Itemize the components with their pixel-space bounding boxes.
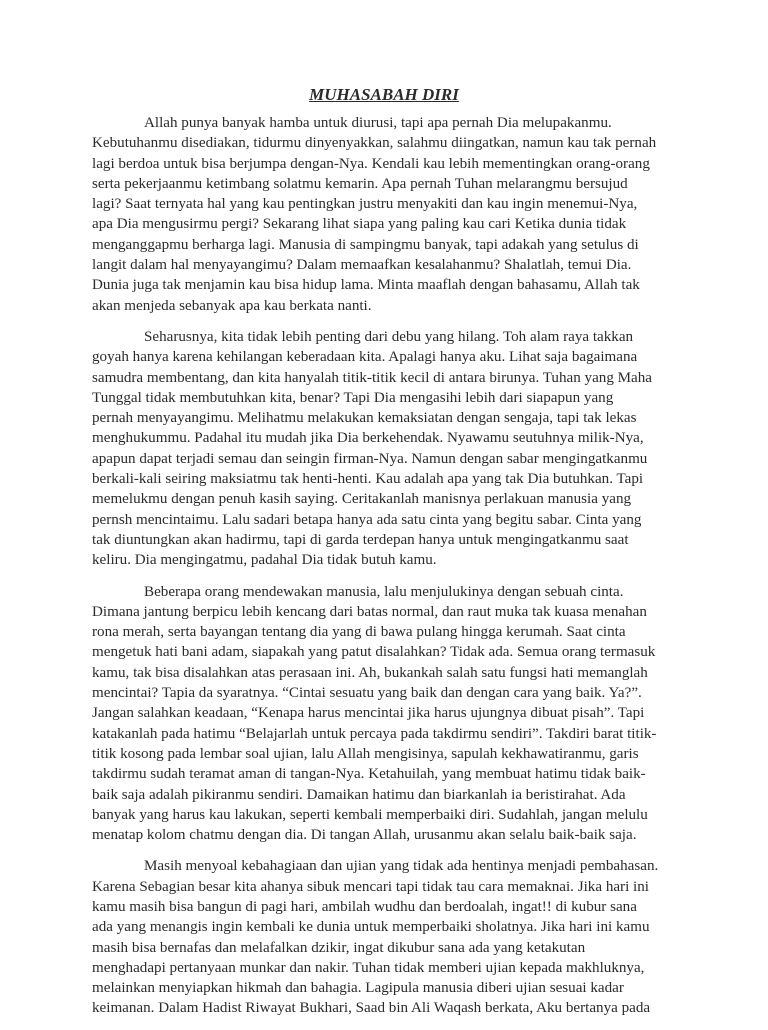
paragraph-line: Allah punya banyak hamba untuk diurusi, tapi apa pernah Dia melupakanmu. bbox=[144, 115, 612, 131]
paragraph-line: takdirmu sudah teramat aman di tangan-Nya. Ketahuilah, yang membuat hatimu tidak baik- bbox=[92, 766, 646, 783]
paragraph-line: keimanan. Dalam Hadist Riwayat Bukhari, Saad bin Ali Waqash berkata, Aku bertanya pada bbox=[92, 1000, 651, 1017]
paragraph-line: mengetuk hati bani adam, siapakah yang patut disalahkan? Tidak ada. Semua orang termasuk bbox=[92, 644, 656, 661]
paragraph-line: Masih menyoal kebahagiaan dan ujian yang tidak ada hentinya menjadi pembahasan. bbox=[144, 858, 659, 875]
paragraph-line: titik kosong pada lembar soal ujian, lalu Allah mengisinya, sapulah kekhawatiranmu, garis bbox=[92, 745, 639, 762]
paragraph-line: banyak yang harus kau lakukan, seperti kembali memperbaiki diri. Sudahlah, jangan melulu bbox=[92, 806, 648, 823]
paragraph-line: apa Dia mengusirmu pergi? Sekarang lihat siapa yang paling kau cari Ketika dunia tidak bbox=[92, 216, 627, 233]
document-page bbox=[92, 84, 670, 1030]
paragraph-line: serta pekerjaanmu ketimbang solatmu kemarin. Apa pernah Tuhan melarangmu bersujud bbox=[92, 175, 628, 192]
paragraph-line: rona merah, serta bayangan tentang dia yang di bawa pulang hingga kerumah. Saat cinta bbox=[92, 624, 626, 641]
paragraph-line: memelukmu dengan penuh kasih saying. Ceritakanlah manisnya perlakuan manusia yang bbox=[92, 491, 632, 508]
paragraph-line: akan menjeda sebanyak apa kau berkata nanti. bbox=[92, 297, 372, 314]
paragraph bbox=[92, 327, 670, 571]
paragraph-line: menghadapi pertanyaan munkar dan nakir. Tuhan tidak memberi ujian kepada makhluknya, bbox=[92, 959, 645, 976]
paragraph-line: baik saja adalah pikiranmu sendiri. Damaikan hatimu dan biarkanlah ia beristirahat. Ada bbox=[92, 786, 626, 803]
paragraph-line: tak diuntungkan akan hadirmu, tapi di garda terdepan hanya untuk mengingatkanmu saat bbox=[92, 531, 629, 548]
paragraph-line: masih bisa bernafas dan melafalkan dzikir, ingat dikubur sana ada yang ketakutan bbox=[92, 939, 586, 956]
paragraph-line: kamu masih bisa bangun di pagi hari, ambilah wudhu dan berdoalah, ingat!! di kubur sana bbox=[92, 898, 637, 915]
paragraph bbox=[92, 113, 670, 316]
document-body bbox=[92, 113, 670, 1019]
paragraph-line: menatap kolom chatmu dengan dia. Di tangan Allah, urusanmu akan selalu baik-baik saja. bbox=[92, 827, 637, 844]
paragraph-line: menganggapmu berharga lagi. Manusia di sampingmu banyak, tapi adakah yang setulus di bbox=[92, 236, 639, 253]
paragraph bbox=[92, 856, 670, 1018]
paragraph-line: berkali-kali seiring maksiatmu tak henti-henti. Kau adalah apa yang tak Dia butuhkan. Tapi bbox=[92, 471, 644, 488]
paragraph-line: menghukummu. Padahal itu mudah jika Dia berkehendak. Nyawamu seutuhnya milik-Nya, bbox=[92, 430, 644, 447]
paragraph-line: Kebutuhanmu disediakan, tidurmu dinyenyakkan, salahmu diingatkan, namun kau tak pernah bbox=[92, 135, 657, 152]
paragraph-line: katakanlah pada hatimu “Belajarlah untuk percaya pada takdirmu sendiri”. Takdiri barat titik- bbox=[92, 725, 657, 742]
paragraph-line: Dunia juga tak menjamin kau bisa hidup lama. Minta maaflah dengan bahasamu, Allah tak bbox=[92, 277, 640, 294]
paragraph-line: Tunggal tidak membutuhkan kita, benar? Tapi Dia mengasihi lebih dari siapapun yang bbox=[92, 389, 614, 406]
paragraph-line: goyah hanya karena kehilangan keberadaan kita. Apalagi hanya aku. Lihat saja bagaimana bbox=[92, 349, 638, 366]
paragraph-line: lagi berdoa untuk bisa berjumpa dengan-Nya. Kendali kau lebih mementingkan orang-orang bbox=[92, 155, 650, 172]
paragraph-line: melainkan menyiapkan hikmah dan bahagia. Lagipula manusia diberi ujian sesuai kadar bbox=[92, 980, 624, 997]
paragraph-line: langit dalam hal menyayangimu? Dalam memaafkan kesalahanmu? Shalatlah, temui Dia. bbox=[92, 257, 632, 274]
paragraph-line: lagi? Saat ternyata hal yang kau pentingkan justru menyakiti dan kau ingin menemui-Nya, bbox=[92, 196, 638, 213]
paragraph-line: ada yang menangis ingin kembali ke dunia untuk memperbaiki sholatnya. Jika hari ini kamu bbox=[92, 919, 650, 936]
paragraph-line: Seharusnya, kita tidak lebih penting dari debu yang hilang. Toh alam raya takkan bbox=[144, 328, 634, 345]
document-title: MUHASABAH DIRI bbox=[309, 85, 459, 104]
paragraph-line: apapun dapat terjadi semau dan seingin firman-Nya. Namun dengan sabar mengingatkanmu bbox=[92, 450, 648, 467]
paragraph-line: kamu, tak bisa disalahkan atas perasaan ini. Ah, bukankah salah satu fungsi hati memanglah bbox=[92, 664, 648, 681]
paragraph-line: keliru. Dia mengingatmu, padahal Dia tidak butuh kamu. bbox=[92, 552, 437, 569]
paragraph-line: Karena Sebagian besar kita ahanya sibuk mencari tapi tidak tau cara memaknai. Jika hari ini bbox=[92, 878, 649, 895]
paragraph bbox=[92, 582, 670, 846]
paragraph-line: samudra membentang, dan kita hanyalah titik-titik kecil di antara birunya. Tuhan yang Maha bbox=[92, 369, 653, 386]
paragraph-line: Jangan salahkan keadaan, “Kenapa harus mencintai jika harus ujungnya dibuat pisah”. Tapi bbox=[92, 705, 645, 722]
paragraph-line: Dimana jantung berpicu lebih kencang dari batas normal, dan raut muka tak kuasa menahan bbox=[92, 603, 647, 620]
paragraph-line: pernah menyayangimu. Melihatmu melakukan kemaksiatan dengan sengaja, tapi tak lekas bbox=[92, 410, 637, 427]
paragraph-line: mencintai? Tapia da syaratnya. “Cintai sesuatu yang baik dan dengan cara yang baik. Ya?”. bbox=[92, 685, 642, 702]
paragraph-line: Beberapa orang mendewakan manusia, lalu menjulukinya dengan sebuah cinta. bbox=[144, 583, 624, 600]
paragraph-line: pernsh mencintaimu. Lalu sadari betapa hanya ada satu cinta yang begitu sabar. Cinta yang bbox=[92, 511, 642, 528]
